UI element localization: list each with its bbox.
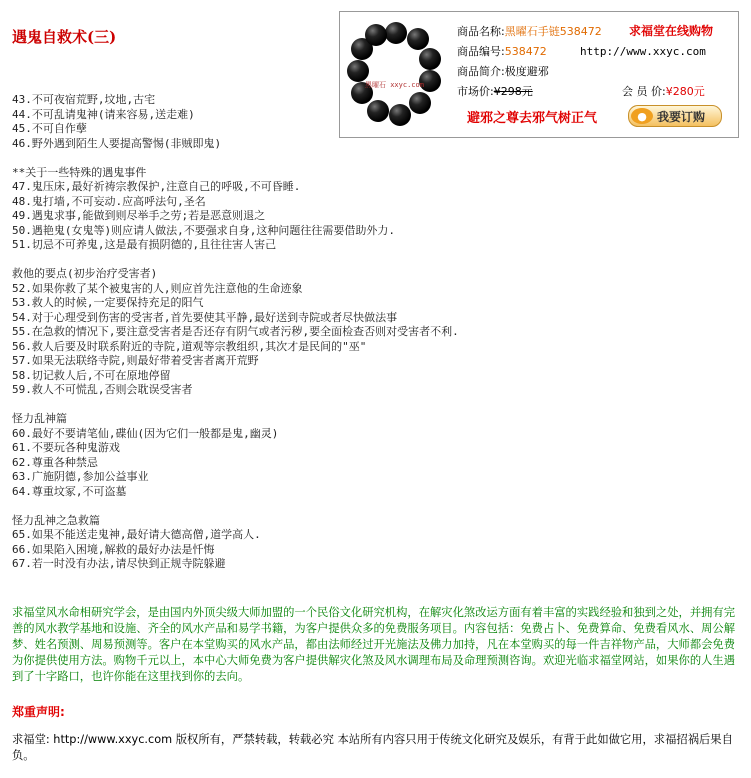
article-line: 43.不可夜宿荒野,坟地,古宅 [12,93,156,106]
shop-name[interactable]: 求福堂在线购物 [629,24,714,38]
order-button[interactable] [628,105,722,127]
blank-line [12,253,532,268]
article-body [12,93,532,572]
article-line: 47.鬼压床,最好祈祷宗教保护,注意自己的呼吸,不可昏睡. [12,180,301,193]
product-name-value[interactable]: 黑曜石手链538472 [504,25,602,38]
disclaimer-title: 郑重声明: [12,705,65,719]
article-line: 57.如果无法联络寺院,则最好带着受害者离开荒野 [12,354,259,367]
product-brief-label: 商品简介: [457,65,505,78]
market-price-label: 市场价: [457,85,494,98]
product-slogan: 避邪之尊去邪气树正气 [467,111,598,126]
blank-line [12,499,532,514]
article-line: 58.切记救人后,不可在原地停留 [12,368,171,382]
article-line: 51.切忌不可养鬼,这是最有损阴德的,且往往害人害己 [12,238,277,251]
article-line: 怪力乱神篇 [12,412,67,425]
article-line: 64.尊重坟冢,不可盗墓 [12,484,127,498]
article-line: 46.野外遇到陌生人要提高警惕(非贼即鬼) [12,136,222,150]
article-line: 65.如果不能送走鬼神,最好请大德高僧,道学高人. [12,528,261,541]
article-line: 66.如果陷入困境,解救的最好办法是忏悔 [12,542,215,556]
page-title: 遇鬼自救术(三) [12,28,117,46]
bead-icon [365,24,387,46]
intro-paragraph: 求福堂风水命相研究学会，是由国内外顶尖级大师加盟的一个民俗文化研究机构，在解灾化煞改运方面有着丰富的实践经验和独到之处，并拥有完善的风水教学基地和设施、齐全的风水产品和易学书籍，为客户提供众多的免费服务项目。内容包括：免费占卜、免费算命、免费看风水、周公解梦、姓名预测、周易预测等。客户在本堂购买的风水产品，都由法师经过开光施法及佛力加持，凡在本堂购买的每一件吉祥物产品，大师都会免费为你提供使用方法。购物千元以上，本中心大师免费为客户提供解灾化煞及风水调理布局及命理预测咨询。欢迎光临求福堂网站，如果你的人生遇到了十字路口，也许你能在这里找到你的去向。 [12,606,736,683]
order-button-label: 我要订购 [657,109,706,124]
article-line: 67.若一时没有办法,请尽快到正规寺院躲避 [12,557,226,570]
article-line: 61.不要玩各种鬼游戏 [12,441,120,454]
photo-caption: 黑曜石 xxyc.com [365,81,424,89]
article-line: 56.救人后要及时联系附近的寺院,道观等宗教组织,其次才是民间的"巫" [12,339,367,353]
article-line: 59.救人不可慌乱,否则会耽误受害者 [12,383,193,396]
product-code-label: 商品编号: [457,45,505,58]
member-price-row [622,83,705,99]
article-line: 53.救人的时候,一定要保持充足的阳气 [12,296,204,309]
article-line: 55.在急救的情况下,要注意受害者是否还存有阴气或者污秽,要全面检查否则对受害者不利. [12,325,459,338]
product-code-row [457,43,547,59]
blank-line [12,398,532,413]
article-line: 救他的要点(初步治疗受害者) [12,267,158,280]
member-price-value: ¥280元 [665,85,705,98]
product-name-label: 商品名称: [457,25,505,38]
disclaimer-text: 求福堂: http://www.xxyc.com 版权所有，严禁转载，转载必究 本站所有内容只用于传统文化研究及娱乐，有背于此如做它用，求福招祸后果自负。 [12,733,733,762]
market-price-value: ¥298元 [493,85,533,98]
article-line: 49.遇鬼求事,能做到则尽举手之劳;若是恶意则退之 [12,209,266,222]
article-line: 45.不可自作孽 [12,122,87,135]
cart-icon: ● [631,108,653,124]
bead-icon [419,48,441,70]
article-line: 48.鬼打墙,不可妄动.应高呼法句,圣名 [12,194,206,208]
blank-line [12,151,532,166]
article-line: 52.如果你救了某个被鬼害的人,则应首先注意他的生命迹象 [12,281,303,295]
article-line: 54.对于心理受到伤害的受害者,首先要使其平静,最好送到寺院或者尽快做法事 [12,310,398,324]
bead-icon [347,60,369,82]
product-brief-value: 极度避邪 [504,65,549,78]
bead-icon [385,22,407,44]
article-line: 44.不可乱请鬼神(请来容易,送走难) [12,107,195,121]
bead-icon [407,28,429,50]
article-line: **关于一些特殊的遇鬼事件 [12,165,147,179]
article-line: 62.尊重各种禁忌 [12,455,98,469]
article-line: 60.最好不要请笔仙,碟仙(因为它们一般都是鬼,幽灵) [12,426,279,440]
member-price-label: 会 员 价: [622,85,666,98]
product-brief-row [457,63,549,79]
shop-url[interactable]: http://www.xxyc.com [580,45,706,58]
product-code-value: 538472 [504,45,547,58]
article-line: 怪力乱神之急救篇 [12,513,100,527]
article-line: 50.遇艳鬼(女鬼等)则应请人做法,不要强求自身,这种问题往往需要借助外力. [12,223,395,237]
article-line: 63.广施阴德,参加公益事业 [12,470,149,483]
product-name-row [457,23,602,39]
